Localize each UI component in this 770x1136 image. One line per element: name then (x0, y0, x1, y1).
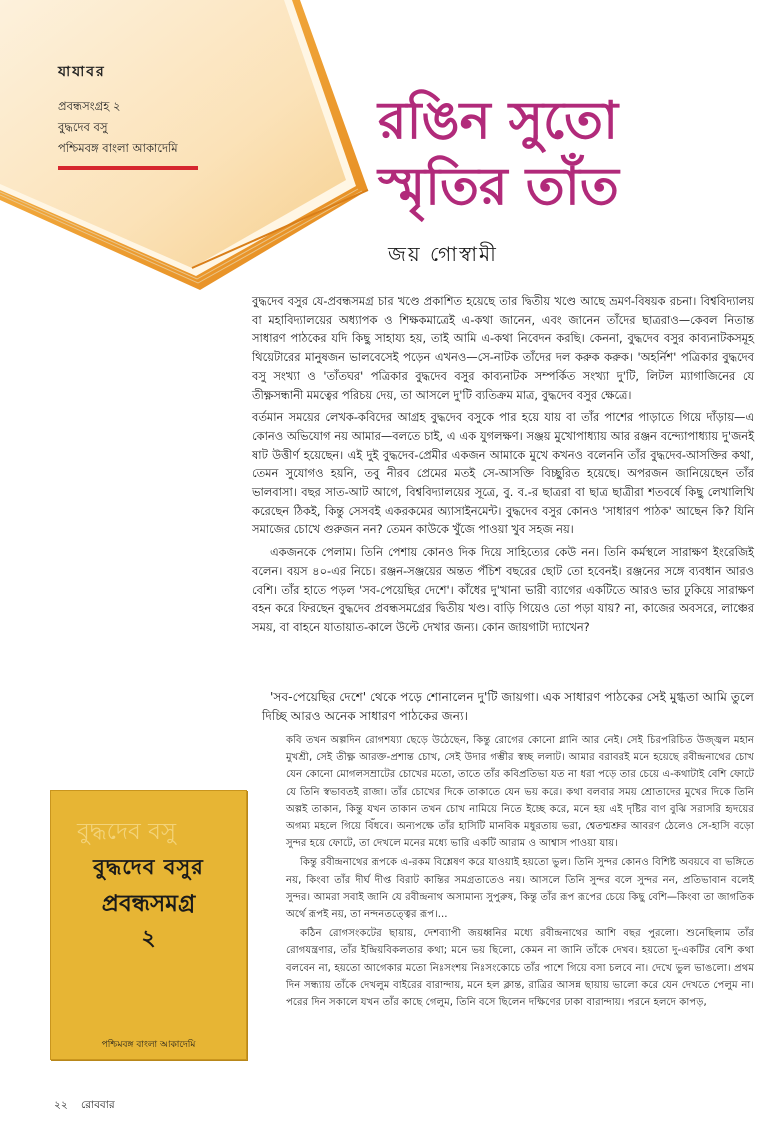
article-headline (378, 88, 748, 220)
cover-watermark: বুদ্ধদেব বসু (77, 819, 177, 845)
quote-paragraph-2: কিন্তু রবীন্দ্রনাথের রূপকে এ-রকম বিশ্লেষণ করে যাওয়াই হয়তো ভুল। তিনি সুন্দর কোনও বিশিষ্ট অবয়বে বা ভঙ্গিতে নয়, কিংবা তাঁর দীর্ঘ দীপ্ত বিরাট কান্তির সমগ্রতাতেও নয়। আসলে তিনি সুন্দর বলে সুন্দর নন, প্রতিভাবান বলেই সুন্দর। আমরা সবাই জানি যে রবীন্দ্রনাথ অসামান্য সুপুরুষ, কিন্তু তাঁর রূপ রূপের চেয়ে কিছু বেশি—কিংবা তা জাগতিক অর্থে রূপই নয়, তা নন্দনতত্ত্বের রূপ।... (286, 857, 754, 921)
book-publisher-line: পশ্চিমবঙ্গ বাংলা আকাদেমি (58, 141, 178, 155)
page-number: ২২ (54, 1099, 68, 1111)
book-title-line: প্রবন্ধসংগ্রহ ২ (58, 99, 121, 113)
cover-publisher: পশ্চিমবঙ্গ বাংলা আকাদেমি (101, 1040, 196, 1050)
cover-volume: ২ (141, 925, 156, 951)
section-name: রোববার (81, 1099, 115, 1111)
cover-title: প্রবন্ধসমগ্র (101, 890, 196, 917)
body-paragraph-1: বুদ্ধদেব বসুর যে-প্রবন্ধসমগ্র চার খণ্ডে প্রকাশিত হয়েছে তার দ্বিতীয় খণ্ডে আছে ভ্রমণ-বিষয়ক রচনা। বিশ্ববিদ্যালয় বা মহাবিদ্যালয়ের অধ্যাপক ও শিক্ষকমাত্রেই এ-কথা জানেন, এবং জানেন তাঁদের ছাত্ররাও—কেবল নিতান্ত সাধারণ পাঠকের যদি কিছু সাহায্য হয়, তাই আমি এ-কথা নিবেদন করছি। কেননা, বুদ্ধদেব বসুর কাব্যনাটকসমূহ থিয়েটারের মানুষজন ভালবেসেই পড়েন এখনও—সে-নাটক তাঁদের দল করুক করুক। 'অহর্নিশ' পত্রিকার বুদ্ধদেব বসু সংখ্যা ও 'তাঁতঘর' পত্রিকার বুদ্ধদেব বসুর কাব্যনাটক সম্পর্কিত সংখ্যা দু'টি, লিটল ম্যাগাজিনের যে তীক্ষ্ণসন্ধানী মমত্বের পরিচয় দেয়, তা আসলে দু'টি ব্যতিক্রম মাত্র, বুদ্ধদেব বসুর ক্ষেত্রে। (252, 294, 754, 402)
book-author-line: বুদ্ধদেব বসু (58, 120, 108, 134)
article-author: জয় গোস্বামী (388, 242, 498, 266)
cover-author: বুদ্ধদেব বসুর (93, 854, 204, 879)
body-paragraph-3: একজনকে পেলাম। তিনি পেশায় কোনও দিক দিয়ে সাহিত্যের কেউ নন। তিনি কর্মস্থলে সারাক্ষণ ইংরেজিই বলেন। বয়স ৪০-এর নিচে। রঞ্জন-সঞ্জয়ের অন্তত পঁচিশ বছরের ছোট তো হবেনই। রঞ্জনের সঙ্গে ব্যবধান আরও বেশি। তাঁর হাতে পড়ল 'সব-পেয়েছির দেশে'। কাঁধের দু'খানা ভারী ব্যাগের একটিতে আরও ভার ঢুকিয়ে সারাক্ষণ বহন করে ফিরছেন বুদ্ধদেব প্রবন্ধসমগ্রের দ্বিতীয় খণ্ড। বাড়ি গিয়েও তো পড়া যায়? না, কাজের অবসরে, লাঞ্চের সময়, বা বাহনে যাতায়াত-কালে উল্টে দেখার জন্য। কোন জায়গাটা দ্যাখেন? (252, 545, 754, 634)
headline-line-2: স্মৃতির তাঁত (378, 156, 619, 217)
quote-paragraph-3: কঠিন রোগসংকটের ছায়ায়, দেশব্যাপী জয়ধ্বনির মধ্যে রবীন্দ্রনাথের আশি বছর পুরলো। শুনেছিলাম তাঁর রোগযন্ত্রণার, তাঁর ইন্দ্রিয়বিকলতার কথা; মনে ভয় ছিলো, কেমন না জানি তাঁকে দেখব। হয়তো দু-একটির বেশি কথা বলবেন না, হয়তো আগেকার মতো নিঃসংশয় নিঃসংকোচে তাঁর পাশে গিয়ে বসা চলবে না। দেখে ভুল ভাঙলো। প্রথম দিন সন্ধ্যায় তাঁকে দেখলুম বাইরের বারান্দায়, মনে হল ক্লান্ত, রাত্রির আসন্ন ছায়ায় ভালো করে যেন দেখতে পেলুম না। পরের দিন সকালে যখন তাঁর কাছে গেলুম, তিনি বসে ছিলেন দক্ষিণের ঢাকা বারান্দায়। পরনে হলদে কাপড়, (286, 928, 754, 1009)
article-body (252, 292, 754, 641)
book-cover-image (50, 790, 247, 1060)
book-info-card (58, 60, 208, 159)
article-subhead (262, 688, 754, 725)
series-name: যাযাবর (58, 64, 106, 80)
quote-paragraph-1: কবি তখন অল্পদিন রোগশয্যা ছেড়ে উঠেছেন, কিন্তু রোগের কোনো গ্লানি আর নেই। সেই চিরপরিচিত উজ্জ্বল মহান মুখশ্রী, সেই তীক্ষ্ণ আরক্ত-প্রশান্ত চোখ, সেই উদার গম্ভীর স্বচ্ছ ললাট। আমার বরাবরই মনে হয়েছে রবীন্দ্রনাথের চোখ যেন কোনো মোগলসম্রাটের চোখের মতো, তাতে তাঁর কবিপ্রতিভা যত না ধরা পড়ে তার চেয়ে এ-কথাটাই বেশি ফোটে যে তিনি স্বভাবতই রাজা। তাঁর চোখের দিকে তাকাতে যেন ভয় করে। কথা বলবার সময় শ্রোতাদের মুখের দিকে তিনি অল্পই তাকান, কিন্তু যখন তাকান তখন চোখ নামিয়ে নিতে ইচ্ছে করে, মনে হয় এই দৃষ্টির বাণ বুঝি সরাসরি হৃদয়ের অগম্য মহলে গিয়ে বিঁধবে। অন্যপক্ষে তাঁর হাসিটি মানবিক মধুরতায় ভরা, শ্বেতশ্মশ্রুর আবরণ ঠেলেও সে-হাসি বড়ো সুন্দর হয়ে ফোটে, তা দেখলে মনের মধ্যে ভারি একটি আরাম ও আশ্বাস পাওয়া যায়। (286, 735, 754, 850)
quoted-excerpt (286, 732, 754, 1013)
headline-line-1: রঙিন সুতো (378, 90, 619, 151)
body-paragraph-2: বর্তমান সময়ের লেখক-কবিদের আগ্রহ বুদ্ধদেব বসুকে পার হয়ে যায় বা তাঁর পাশের পাড়াতে গিয়ে দাঁড়ায়—এ কোনও অভিযোগ নয় আমার—বলতে চাই, এ এক যুগলক্ষণ। সঞ্জয় মুখোপাধ্যায় আর রঞ্জন বন্দ্যোপাধ্যায় দু'জনই ষাট উত্তীর্ণ হয়েছেন। এই দুই বুদ্ধদেব-প্রেমীর একজন আমাকে মুখে কখনও বলেননি তাঁর বুদ্ধদেব-আসক্তির কথা, তেমন সুযোগও হয়নি, তবু নীরব প্রেমের মতই সে-আসক্তি বিচ্ছুরিত হয়েছে। অপরজন জানিয়েছেন তাঁর ভালবাসা। বছর সাত-আট আগে, বিশ্ববিদ্যালয়ের সূত্রে, বু. ব.-র ছাত্ররা বা ছাত্র ছাত্রীরা শতবর্ষে কিছু লেখালিখি করেছেন ঠিকই, কিন্তু সেসবই একরকমের অ্যাসাইনমেন্ট। বুদ্ধদেব বসুর কোনও 'সাধারণ পাঠক' আছেন কি? যিনি সমাজের চোখে গুরুজন নন? তেমন কাউকে খুঁজে পাওয়া খুব সহজ নয়। (252, 410, 754, 537)
subhead-text: 'সব-পেয়েছির দেশে' থেকে পড়ে শোনালেন দু'টি জায়গা। এক সাধারণ পাঠকের সেই মুগ্ধতা আমি তুলে দিচ্ছি আরও অনেক সাধারণ পাঠকের জন্য। (262, 690, 754, 723)
page-footer (54, 1098, 125, 1115)
red-divider (58, 166, 198, 170)
